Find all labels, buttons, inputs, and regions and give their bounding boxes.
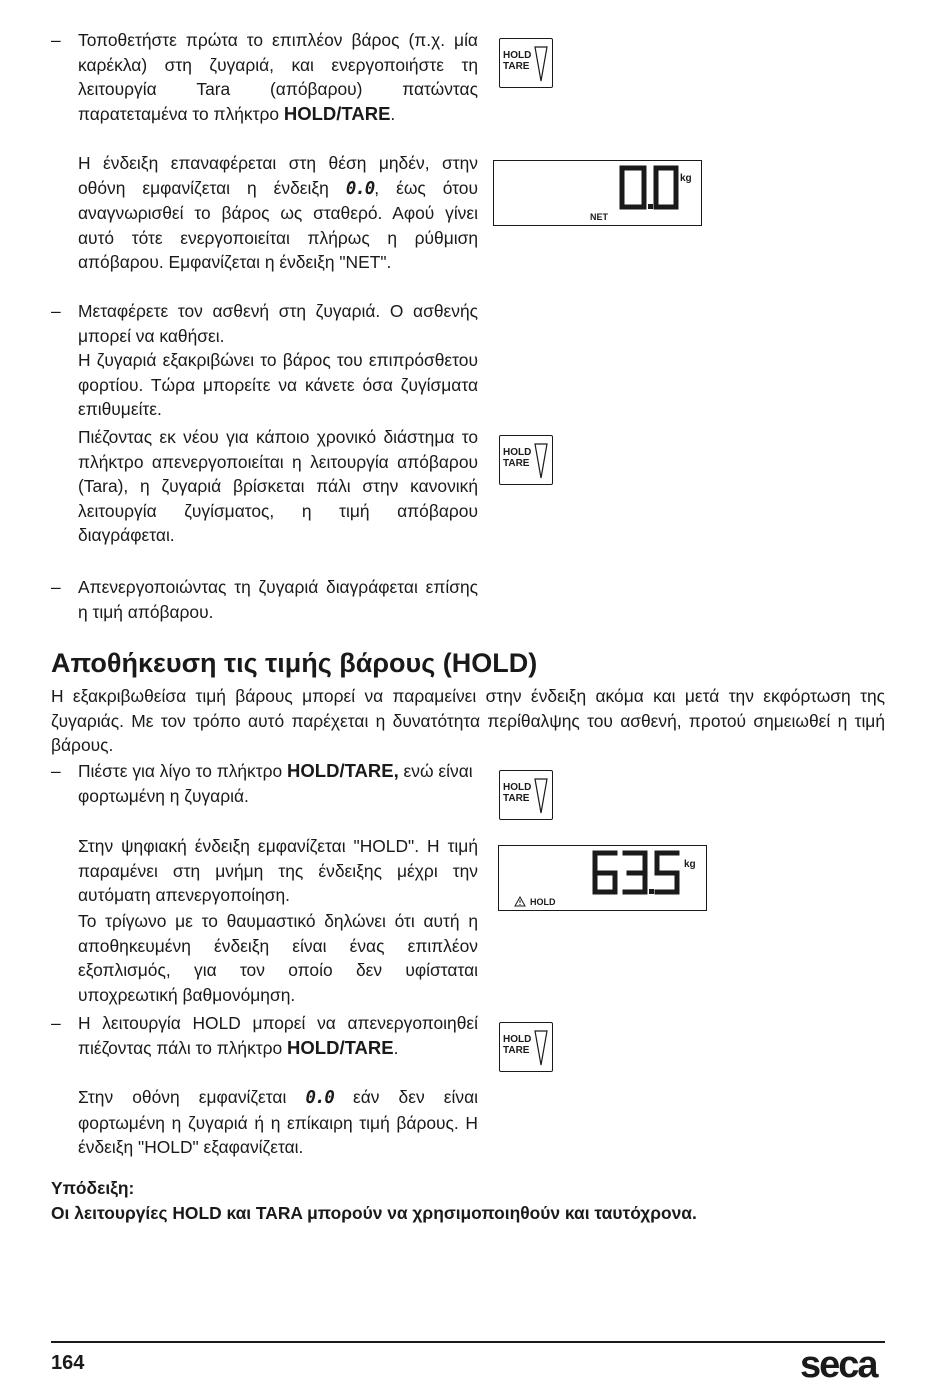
list-dash: – <box>51 761 61 781</box>
tare-step-1-text: Τοποθετήστε πρώτα το επιπλέον βάρος (π.χ. μία καρέκλα) στη ζυγαριά, και ενεργοποιήστε τη λειτουργία Tara (απόβαρου) πατώντας παρατεταμένα το πλήκτρο <box>78 30 478 124</box>
hold-tare-key-ref: HOLD/TARE <box>287 1036 394 1058</box>
hint-text: Οι λειτουργίες HOLD και TARA μπορούν να χρησιμοποιηθούν και ταυτόχρονα. <box>51 1203 697 1223</box>
hold-tare-key-ref: HOLD/TARE, <box>287 760 399 781</box>
zero-display-inline: 0.0 <box>305 1088 334 1108</box>
tare-step-1-result: Η ένδειξη επαναφέρεται στη θέση μηδέν, στην οθόνη εμφανίζεται η ένδειξη 0.0, έως ότου αναγνωρισθεί το βάρος ως σταθερό. Αφού γίνει αυτό τότε ενεργοποιείται πλήρως η ρύθμιση απόβαρου. Εμφανίζεται η ένδειξη "NET". <box>78 153 478 273</box>
seca-logo: seca <box>800 1344 877 1386</box>
hold-step-2-p2: Στην οθόνη εμφανίζεται 0.0 εάν δεν είναι φορτωμένη η ζυγαριά ή η επίκαιρη τιμή βάρους. Η ένδειξη "HOLD" εξαφανίζεται. <box>78 1087 478 1158</box>
tare-step-1: – Τοποθετήστε πρώτα το επιπλέον βάρος (π.χ. μία καρέκλα) στη ζυγαριά, και ενεργοποιήστε τη λειτουργία Tara (απόβαρου) πατώντας παρατεταμένα το πλήκτρο HOLD/TARE. <box>51 30 478 124</box>
tare-step-2-p2: Η ζυγαριά εξακριβώνει το βάρος του επιπρόσθετου φορτίου. Τώρα μπορείτε να κάνετε όσα ζυγίσματα επιθυμείτε. <box>78 350 478 420</box>
hint-title: Υπόδειξη: <box>51 1178 135 1198</box>
hold-tare-key-icon: HOLD TARE <box>499 1022 553 1072</box>
footer-rule <box>51 1341 885 1343</box>
hold-tare-key-ref: HOLD/TARE <box>283 102 391 124</box>
net-indicator: NET <box>590 212 608 222</box>
list-dash: – <box>51 1013 61 1033</box>
section-title-hold: Αποθήκευση τις τιμής βάρους (HOLD) <box>51 648 538 678</box>
hold-step-1-p2: Στην ψηφιακή ένδειξη εμφανίζεται "HOLD". Η τιμή παραμένει στη μνήμη της ένδειξης μέχρι την αυτόματη απενεργοποίηση. <box>78 836 478 906</box>
hold-intro: Η εξακριβωθείσα τιμή βάρους μπορεί να παραμείνει στην ένδειξη ακόμα και μετά την εκφόρτωση της ζυγαριάς. Με τον τρόπο αυτό παρέχεται η δυνατότητα περίθαλψης του ασθενή, προτού σημειωθεί η τιμή βάρους. <box>51 686 885 756</box>
list-dash: – <box>51 30 61 50</box>
list-dash: – <box>51 301 61 321</box>
tare-step-2: – Μεταφέρετε τον ασθενή στη ζυγαριά. Ο ασθενής μπορεί να καθήσει. <box>51 301 478 346</box>
lcd-display-hold <box>498 845 707 911</box>
tare-step-3: – Απενεργοποιώντας τη ζυγαριά διαγράφεται επίσης η τιμή απόβαρου. <box>51 577 478 622</box>
lcd-display-net <box>493 160 702 226</box>
unit-kg: kg <box>684 859 696 870</box>
hold-tare-key-icon: HOLD TARE <box>499 435 553 485</box>
hold-step-1-p3: Το τρίγωνο με το θαυμαστικό δηλώνει ότι αυτή η αποθηκευμένη ένδειξη είναι ένας επιπλέον εξοπλισμός, για τον οποίο δεν υφίσταται υποχρεωτική βαθμονόμηση. <box>78 911 478 1005</box>
hold-tare-key-icon: HOLD TARE <box>499 770 553 820</box>
page-number: 164 <box>51 1352 85 1374</box>
hold-indicator: HOLD <box>530 897 556 907</box>
hold-step-1: – Πιέστε για λίγο το πλήκτρο HOLD/TARE, ενώ είναι φορτωμένη η ζυγαριά. <box>51 760 473 806</box>
warning-triangle-icon <box>514 896 526 907</box>
hold-step-2: – Η λειτουργία HOLD μπορεί να απενεργοποιηθεί πιέζοντας πάλι το πλήκτρο HOLD/TARE. <box>51 1013 478 1058</box>
list-dash: – <box>51 577 61 597</box>
tare-step-2-p3: Πιέζοντας εκ νέου για κάποιο χρονικό διάστημα το πλήκτρο απενεργοποιείται η λειτουργία απόβαρου (Tara), η ζυγαριά βρίσκεται πάλι στην κανονική λειτουργία ζυγίσματος, η τιμή απόβαρου διαγράφεται. <box>78 427 478 546</box>
zero-display-inline: 0.0 <box>345 178 375 199</box>
unit-kg: kg <box>680 173 692 184</box>
hold-tare-key-icon: HOLD TARE <box>499 38 553 88</box>
